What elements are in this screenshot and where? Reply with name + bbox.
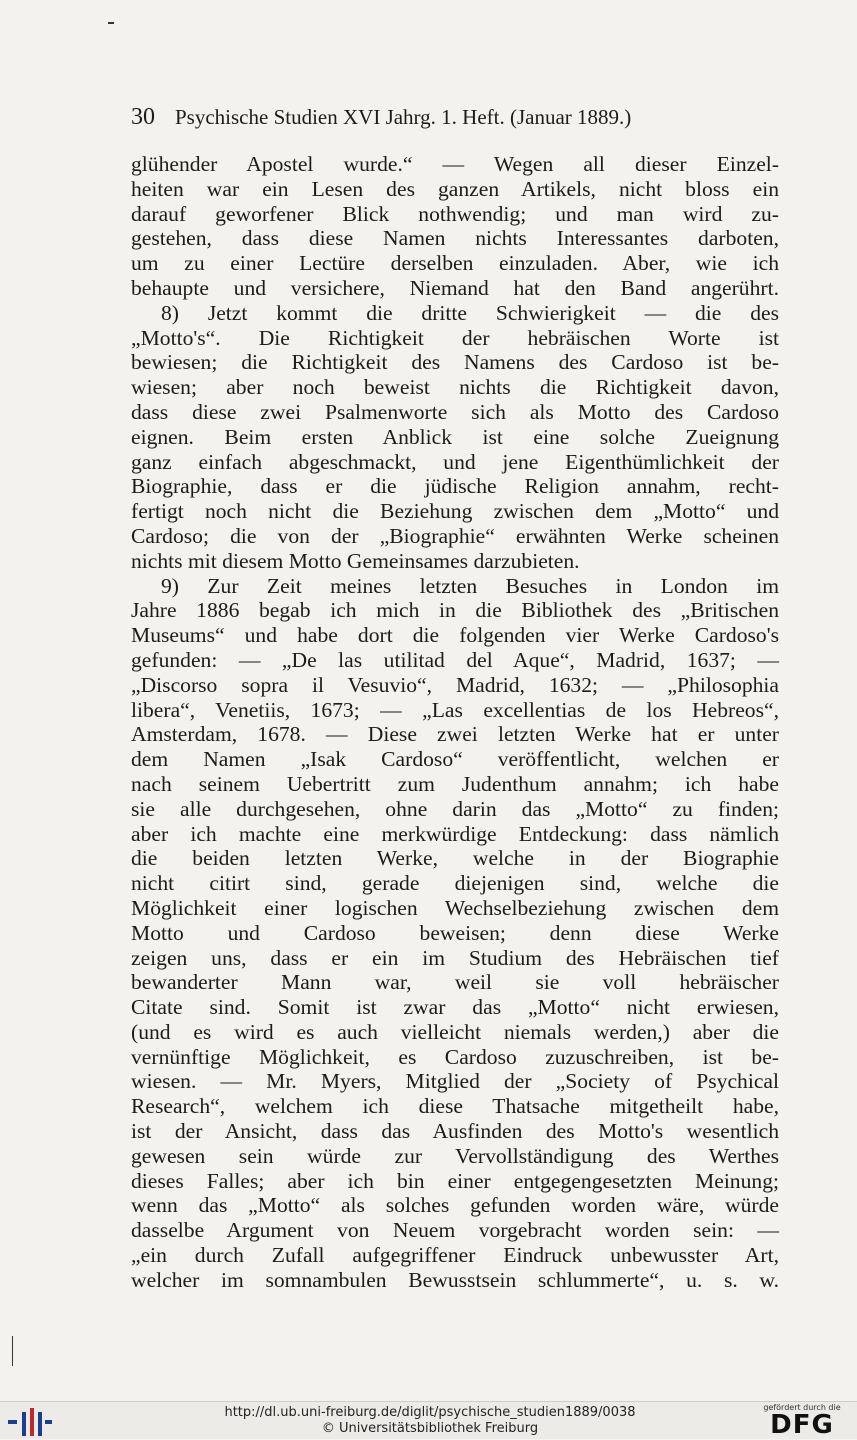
text-line: eignen. Beim ersten Anblick ist eine solche Zueignung: [131, 424, 779, 449]
text-line: Jahre 1886 begab ich mich in die Bibliothek des „Britischen: [131, 598, 779, 623]
viewer-footer: [0, 1401, 857, 1439]
body-text: [131, 152, 779, 1293]
text-line: wenn das „Motto“ als solches gefunden worden wäre, würde: [131, 1193, 779, 1218]
text-line: um zu einer Lectüre derselben einzuladen. Aber, wie ich: [131, 251, 779, 276]
text-line: Motto und Cardoso beweisen; denn diese Werke: [131, 920, 779, 945]
text-line: behaupte und versichere, Niemand hat den Band angerührt.: [131, 275, 779, 300]
text-line: heiten war ein Lesen des ganzen Artikels, nicht bloss ein: [131, 176, 779, 201]
text-line: bewiesen; die Richtigkeit des Namens des Cardoso ist be-: [131, 350, 779, 375]
text-line: Museums“ und habe dort die folgenden vier Werke Cardoso's: [131, 623, 779, 648]
text-line: dasselbe Argument von Neuem vorgebracht worden sein: —: [131, 1218, 779, 1243]
text-line: (und es wird es auch vielleicht niemals werden,) aber die: [131, 1019, 779, 1044]
paragraph-3: [131, 574, 779, 1293]
dfg-wordmark: DFG: [770, 1410, 834, 1440]
text-line: 8) Jetzt kommt die dritte Schwierigkeit — die des: [161, 300, 779, 325]
copyright-notice: © Universitätsbibliothek Freiburg: [321, 1421, 539, 1436]
text-line: glühender Apostel wurde.“ — Wegen all dieser Einzel-: [131, 152, 779, 176]
text-line: 9) Zur Zeit meines letzten Besuches in London im: [161, 573, 779, 598]
ub-freiburg-logo-icon[interactable]: [8, 1408, 52, 1436]
dfg-logo[interactable]: [752, 1403, 852, 1439]
permalink-url[interactable]: http://dl.ub.uni-freiburg.de/diglit/psychische_studien1889/0038: [224, 1405, 636, 1420]
text-line: libera“, Venetiis, 1673; — „Las excellentias de los Hebreos“,: [131, 697, 779, 722]
paragraph-2: [131, 301, 779, 574]
text-line: sie alle durchgesehen, ohne darin das „Motto“ zu finden;: [131, 796, 779, 821]
text-line: Biographie, dass er die jüdische Religion annahm, recht-: [131, 474, 779, 499]
text-line: dem Namen „Isak Cardoso“ veröffentlicht, welchen er: [131, 747, 779, 772]
text-line: „Motto's“. Die Richtigkeit der hebräischen Worte ist: [131, 325, 779, 350]
text-line: vernünftige Möglichkeit, es Cardoso zuzuschreiben, ist be-: [131, 1044, 779, 1069]
text-line: nichts mit diesem Motto Gemeinsames darzubieten.: [131, 548, 580, 573]
text-line: bewanderter Mann war, weil sie voll hebräischer: [131, 970, 779, 995]
text-line: welcher im somnambulen Bewusstsein schlummerte“, u. s. w.: [131, 1267, 779, 1292]
text-line: zeigen uns, dass er ein im Studium des Hebräischen tief: [131, 945, 779, 970]
scan-mark: [108, 22, 114, 24]
text-line: wiesen. — Mr. Myers, Mitglied der „Society of Psychical: [131, 1069, 779, 1094]
text-line: aber ich machte eine merkwürdige Entdeckung: dass nämlich: [131, 821, 779, 846]
scan-gutter-line: [12, 1336, 13, 1366]
page-number: 30: [131, 104, 155, 130]
text-line: Citate sind. Somit ist zwar das „Motto“ nicht erwiesen,: [131, 995, 779, 1020]
text-line: „Discorso sopra il Vesuvio“, Madrid, 1632; — „Philosophia: [131, 672, 779, 697]
text-line: darauf geworfener Blick nothwendig; und man wird zu-: [131, 201, 779, 226]
text-line: Möglichkeit einer logischen Wechselbeziehung zwischen dem: [131, 895, 779, 920]
text-line: Research“, welchem ich diese Thatsache mitgetheilt habe,: [131, 1094, 779, 1119]
text-line: nach seinem Uebertritt zum Judenthum annahm; ich habe: [131, 771, 779, 796]
text-line: gefunden: — „De las utilitad del Aque“, Madrid, 1637; —: [131, 647, 779, 672]
text-line: ganz einfach abgeschmackt, und jene Eigenthümlichkeit der: [131, 449, 779, 474]
text-line: dieses Falles; aber ich bin einer entgegengesetzten Meinung;: [131, 1168, 779, 1193]
text-line: „ein durch Zufall aufgegriffener Eindruck unbewusster Art,: [131, 1243, 779, 1268]
dfg-caption: gefördert durch die: [763, 1403, 841, 1412]
text-line: die beiden letzten Werke, welche in der Biographie: [131, 846, 779, 871]
text-line: Cardoso; die von der „Biographie“ erwähnten Werke scheinen: [131, 523, 779, 548]
text-line: gewesen sein würde zur Vervollständigung des Werthes: [131, 1143, 779, 1168]
text-line: Amsterdam, 1678. — Diese zwei letzten Werke hat er unter: [131, 722, 779, 747]
text-line: ist der Ansicht, dass das Ausfinden des Motto's wesentlich: [131, 1119, 779, 1144]
running-title: Psychische Studien XVI Jahrg. 1. Heft. (Januar 1889.): [175, 105, 632, 129]
text-line: fertigt noch nicht die Beziehung zwischen dem „Motto“ und: [131, 499, 779, 524]
text-line: nicht citirt sind, gerade diejenigen sind, welche die: [131, 871, 779, 896]
text-line: gestehen, dass diese Namen nichts Interessantes darboten,: [131, 226, 779, 251]
running-header: [131, 104, 779, 131]
text-line: wiesen; aber noch beweist nichts die Richtigkeit davon,: [131, 375, 779, 400]
text-line: dass diese zwei Psalmenworte sich als Motto des Cardoso: [131, 399, 779, 424]
paragraph-1: [131, 152, 779, 301]
